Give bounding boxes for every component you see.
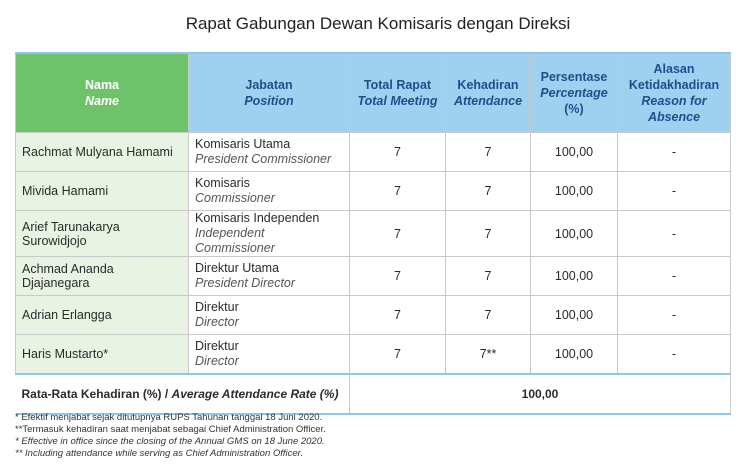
cell-reason: - <box>618 211 731 257</box>
footnote-1: * Efektif menjabat sejak ditutupnya RUPS Tahunan tanggal 18 Juni 2020. <box>15 412 323 423</box>
table-row <box>16 172 731 211</box>
header-total-sub: Total Meeting <box>357 94 438 108</box>
average-row <box>16 374 731 414</box>
cell-position <box>189 133 350 172</box>
cell-total: 7 <box>350 296 446 335</box>
position-en: Director <box>195 354 239 368</box>
cell-attendance: 7 <box>446 172 531 211</box>
table-row <box>16 335 731 375</box>
cell-percentage: 100,00 <box>531 172 618 211</box>
footnote-4: ** Including attendance while serving as Chief Administration Officer. <box>15 448 304 459</box>
position-en: President Commissioner <box>195 152 332 166</box>
position-id: Komisaris Utama <box>195 137 291 151</box>
position-id: Komisaris Independen <box>195 211 320 225</box>
cell-attendance: 7 <box>446 133 531 172</box>
cell-reason: - <box>618 335 731 375</box>
table-row <box>16 211 731 257</box>
cell-position <box>189 257 350 296</box>
cell-name: Haris Mustarto* <box>16 335 189 375</box>
cell-name: Achmad Ananda Djajanegara <box>16 257 189 296</box>
cell-attendance: 7 <box>446 257 531 296</box>
cell-attendance: 7 <box>446 211 531 257</box>
cell-name: Rachmat Mulyana Hamami <box>16 133 189 172</box>
position-en: President Director <box>195 276 296 290</box>
cell-position <box>189 172 350 211</box>
header-percentage-unit: (%) <box>564 102 584 116</box>
average-value: 100,00 <box>350 374 731 414</box>
cell-total: 7 <box>350 211 446 257</box>
header-name-main: Nama <box>84 78 120 92</box>
cell-name: Mivida Hamami <box>16 172 189 211</box>
header-reason-sub: Reason for Absence <box>641 94 707 124</box>
table-row <box>16 133 731 172</box>
cell-percentage: 100,00 <box>531 335 618 375</box>
header-position-sub: Position <box>244 94 294 108</box>
header-name <box>16 53 189 133</box>
cell-total: 7 <box>350 335 446 375</box>
header-percentage-sub: Percentage <box>540 86 608 100</box>
position-id: Direktur Utama <box>195 261 280 275</box>
average-label-en: Average Attendance Rate (%) <box>171 387 339 401</box>
cell-name: Arief Tarunakarya Surowidjojo <box>16 211 189 257</box>
cell-reason: - <box>618 172 731 211</box>
cell-reason: - <box>618 296 731 335</box>
header-name-sub: Name <box>84 94 120 108</box>
header-reason-main: Alasan Ketidakhadiran <box>628 62 720 92</box>
header-attendance-main: Kehadiran <box>457 78 519 92</box>
cell-percentage: 100,00 <box>531 257 618 296</box>
footnote-2: **Termasuk kehadiran saat menjabat sebagai Chief Administration Officer. <box>15 424 326 435</box>
position-id: Direktur <box>195 339 239 353</box>
position-id: Komisaris <box>195 176 250 190</box>
header-percentage <box>531 53 618 133</box>
header-position <box>189 53 350 133</box>
average-label-id: Rata-Rata Kehadiran (%) / <box>21 387 172 401</box>
cell-percentage: 100,00 <box>531 296 618 335</box>
header-attendance-sub: Attendance <box>453 94 523 108</box>
cell-attendance: 7 <box>446 296 531 335</box>
header-total <box>350 53 446 133</box>
cell-percentage: 100,00 <box>531 211 618 257</box>
cell-position <box>189 296 350 335</box>
header-percentage-main: Persentase <box>540 70 608 84</box>
attendance-table <box>15 52 731 415</box>
cell-reason: - <box>618 133 731 172</box>
cell-percentage: 100,00 <box>531 133 618 172</box>
cell-attendance: 7** <box>446 335 531 375</box>
cell-name: Adrian Erlangga <box>16 296 189 335</box>
cell-total: 7 <box>350 257 446 296</box>
footnotes <box>15 412 326 460</box>
header-reason <box>618 53 731 133</box>
cell-total: 7 <box>350 172 446 211</box>
header-position-main: Jabatan <box>245 78 293 92</box>
position-en: Director <box>195 315 239 329</box>
average-label <box>16 374 350 414</box>
table-row <box>16 296 731 335</box>
table-header-row <box>16 53 731 133</box>
cell-position <box>189 335 350 375</box>
cell-total: 7 <box>350 133 446 172</box>
header-total-main: Total Rapat <box>363 78 432 92</box>
position-en: Independent Commissioner <box>195 226 275 255</box>
position-en: Commissioner <box>195 191 275 205</box>
page-title: Rapat Gabungan Dewan Komisaris dengan Direksi <box>185 14 571 33</box>
table-row <box>16 257 731 296</box>
cell-position <box>189 211 350 257</box>
position-id: Direktur <box>195 300 239 314</box>
footnote-3: * Effective in office since the closing of the Annual GMS on 18 June 2020. <box>15 436 325 447</box>
header-attendance <box>446 53 531 133</box>
cell-reason: - <box>618 257 731 296</box>
